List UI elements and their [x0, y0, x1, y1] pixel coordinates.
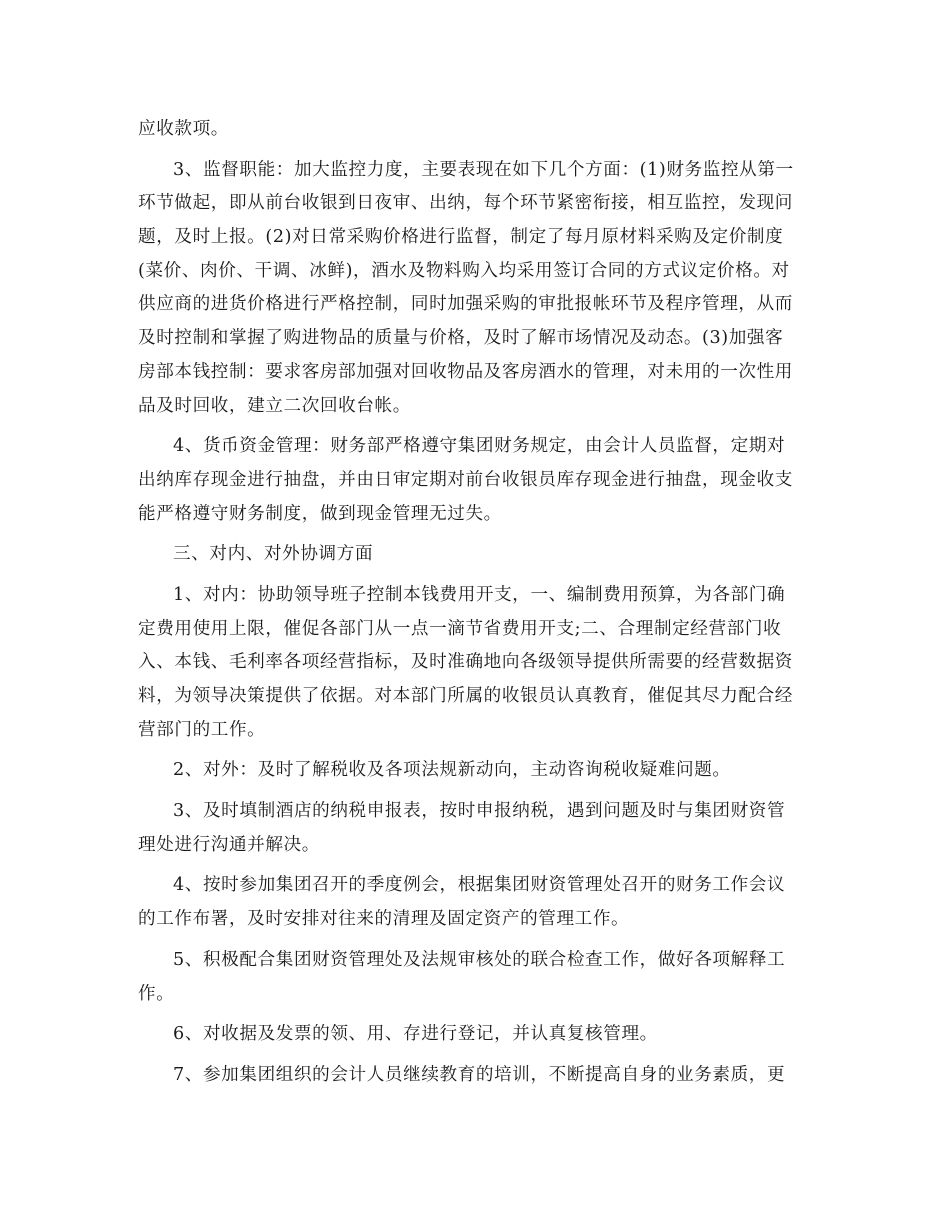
text-line: 料，为领导决策提供了依据。对本部门所属的收银员认真教育，催促其尽力配合经: [138, 686, 793, 706]
text-line: 环节做起，即从前台收银到日夜审、出纳，每个环节紧密衔接，相互监控，发现问: [138, 193, 793, 214]
paragraph-line: 4、按时参加集团召开的季度例会，根据集团财资管理处召开的财务工作会议: [173, 875, 786, 896]
text-line: 理处进行沟通并解决。: [138, 834, 320, 855]
text-line: 能严格遵守财务制度，做到现金管理无过失。: [138, 503, 502, 524]
document-body: [138, 113, 798, 1093]
text-line: (菜价、肉价、干调、冰鲜)，酒水及物料购入均采用签订合同的方式议定价格。对: [138, 260, 790, 281]
text-line: 房部本钱控制：要求客房部加强对回收物品及客房酒水的管理，对未用的一次性用: [138, 361, 793, 382]
text-line: 应收款项。: [138, 119, 229, 139]
text-line: 作。: [138, 983, 175, 1004]
text-line: 及时控制和掌握了购进物品的质量与价格，及时了解市场情况及动态。(3)加强客: [138, 328, 784, 349]
section-heading: 三、对内、对外协调方面: [173, 544, 374, 565]
paragraph-line: 4、货币资金管理：财务部严格遵守集团财务规定，由会计人员监督，定期对: [173, 436, 786, 457]
paragraph-line: 3、监督职能：加大监控力度，主要表现在如下几个方面：(1)财务监控从第一: [173, 159, 794, 180]
paragraph-line: 2、对外：及时了解税收及各项法规新动向，主动咨询税收疑难问题。: [173, 760, 731, 781]
text-line: 品及时回收，建立二次回收台帐。: [138, 395, 411, 416]
paragraph-line: 5、积极配合集团财资管理处及法规审核处的联合检查工作，做好各项解释工: [173, 949, 786, 970]
paragraph-line: 7、参加集团组织的会计人员继续教育的培训，不断提高自身的业务素质，更: [173, 1064, 786, 1085]
text-line: 的工作布署，及时安排对往来的清理及固定资产的管理工作。: [138, 909, 630, 930]
text-line: 出纳库存现金进行抽盘，并由日审定期对前台收银员库存现金进行抽盘，现金收支: [138, 469, 793, 490]
text-line: 定费用使用上限，催促各部门从一点一滴节省费用开支;二、合理制定经营部门收: [138, 618, 782, 639]
text-line: 题，及时上报。(2)对日常采购价格进行监督，制定了每月原材料采购及定价制度: [138, 227, 784, 248]
paragraph-line: 1、对内：协助领导班子控制本钱费用开支，一、编制费用预算，为各部门确: [173, 584, 786, 605]
text-line: 营部门的工作。: [138, 719, 266, 740]
paragraph-line: 3、及时填制酒店的纳税申报表，按时申报纳税，遇到问题及时与集团财资管: [173, 801, 786, 822]
text-line: 入、本钱、毛利率各项经营指标，及时准确地向各级领导提供所需要的经营数据资: [138, 652, 793, 673]
paragraph-line: 6、对收据及发票的领、用、存进行登记，并认真复核管理。: [173, 1024, 658, 1045]
text-line: 供应商的进货价格进行严格控制，同时加强采购的审批报帐环节及程序管理，从而: [138, 294, 793, 315]
